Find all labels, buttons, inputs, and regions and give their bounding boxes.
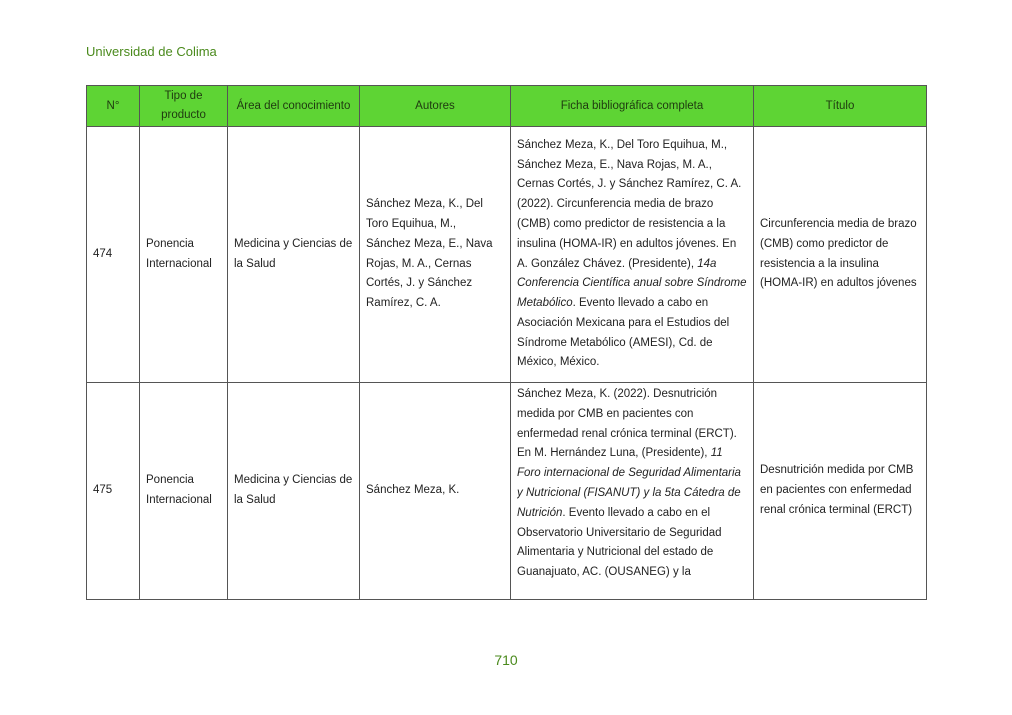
ficha-text-end: . Evento llevado a cabo en el Observatorio Universitario de Seguridad Alimentaria y Nutricional del estado de Guanajuato, AC. (OUSANEG) y la [517, 506, 722, 579]
cell-titulo: Desnutrición medida por CMB en pacientes con enfermedad renal crónica terminal (ERCT) [754, 383, 927, 600]
table-row [87, 127, 927, 383]
table-row [87, 383, 927, 600]
ficha-text-end: . Evento llevado a cabo en Asociación Mexicana para el Estudios del Síndrome Metabólico (AMESI), Cd. de México, México. [517, 297, 730, 369]
bibliography-table [86, 85, 927, 600]
column-header-num: N° [87, 86, 140, 127]
column-header-tipo: Tipo de producto [140, 86, 228, 127]
ficha-event-title: 14a Conferencia Científica anual sobre Síndrome Metabólico [517, 257, 747, 310]
cell-ficha [511, 127, 754, 383]
ficha-text: Sánchez Meza, K. (2022). Desnutrición medida por CMB en pacientes con enfermedad renal crónica terminal (ERCT). En M. Hernández Luna, (Presidente), [517, 388, 737, 460]
ficha-clip [517, 385, 747, 597]
column-header-ficha: Ficha bibliográfica completa [511, 86, 754, 127]
cell-autores: Sánchez Meza, K. [360, 383, 511, 600]
cell-num: 475 [87, 383, 140, 600]
cell-tipo: Ponencia Internacional [140, 127, 228, 383]
cell-num: 474 [87, 127, 140, 383]
cell-titulo: Circunferencia media de brazo (CMB) como predictor de resistencia a la insulina (HOMA-IR) en adultos jóvenes [754, 127, 927, 383]
cell-area: Medicina y Ciencias de la Salud [228, 383, 360, 600]
cell-ficha [511, 383, 754, 600]
header-institution: Universidad de Colima [86, 44, 217, 59]
column-header-titulo: Título [754, 86, 927, 127]
cell-area: Medicina y Ciencias de la Salud [228, 127, 360, 383]
page-number: 710 [494, 652, 518, 668]
ficha-text: Sánchez Meza, K., Del Toro Equihua, M., Sánchez Meza, E., Nava Rojas, M. A., Cernas Cortés, J. y Sánchez Ramírez, C. A. (2022). Circunferencia media de brazo (CMB) como predictor de resistencia a la insulina (HOMA-IR) en adultos jóvenes. En A. González Chávez. (Presidente), [517, 138, 742, 270]
table-header-row [87, 86, 927, 127]
column-header-autores: Autores [360, 86, 511, 127]
ficha-event-title: 11 Foro internacional de Seguridad Alimentaria y Nutricional (FISANUT) y la 5ta Cátedra de Nutrición [517, 447, 741, 519]
cell-tipo: Ponencia Internacional [140, 383, 228, 600]
cell-autores: Sánchez Meza, K., Del Toro Equihua, M., Sánchez Meza, E., Nava Rojas, M. A., Cernas Cortés, J. y Sánchez Ramírez, C. A. [360, 127, 511, 383]
column-header-area: Área del conocimiento [228, 86, 360, 127]
